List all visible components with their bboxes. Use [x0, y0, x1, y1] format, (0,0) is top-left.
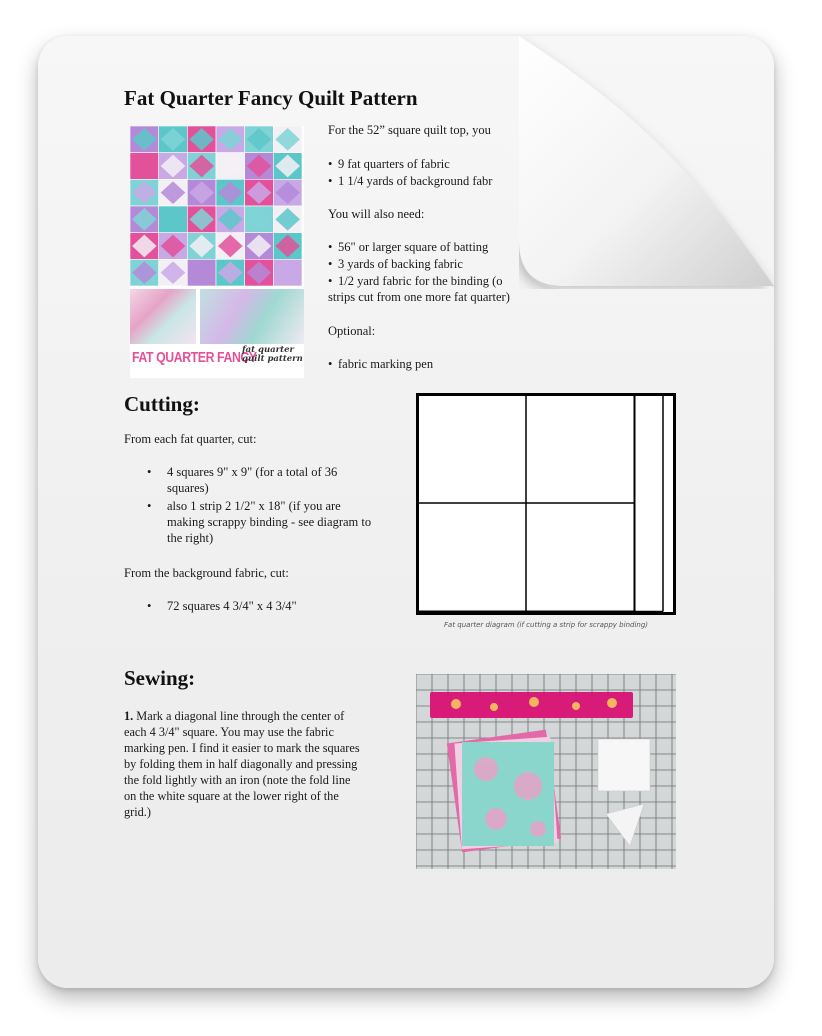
- list-item: • 4 squares 9" x 9" (for a total of 36 squares): [147, 465, 338, 495]
- list-item: • 1 1/4 yards of background fabr: [328, 174, 493, 188]
- list-item: • 56" or larger square of batting: [328, 240, 489, 254]
- section-heading-cutting: Cutting:: [124, 392, 200, 416]
- optional-label: Optional:: [328, 324, 376, 338]
- diagram-caption: Fat quarter diagram (if cutting a strip for scrappy binding): [444, 621, 648, 629]
- page-title: Fat Quarter Fancy Quilt Pattern: [124, 86, 418, 110]
- cover-subtitle: fat quarter quilt pattern: [242, 345, 303, 364]
- list-item: • also 1 strip 2 1/2" x 18" (if you are making scrappy binding - see diagram to the right): [147, 499, 372, 545]
- sewing-step-1: 1. Mark a diagonal line through the center of each 4 3/4" square. You may use the fabric marking pen. I find it easier to mark the squares by folding them in half diagonally and pressing the fold lightly with an iron (note the fold line on the white square at the lower right of the grid.): [124, 709, 360, 819]
- cover-brand-text: FAT QUARTER FANCY: [132, 349, 257, 366]
- quilt-detail-photo: [130, 289, 196, 344]
- fat-quarter-diagram: [416, 393, 676, 615]
- also-need-text: You will also need:: [328, 207, 425, 221]
- list-item: • fabric marking pen: [328, 357, 434, 371]
- list-item-continued: strips cut from one more fat quarter): [328, 290, 510, 304]
- pattern-cover-image: [130, 126, 304, 378]
- step-number: 1.: [124, 709, 134, 723]
- list-item: • 9 fat quarters of fabric: [328, 157, 450, 171]
- section-heading-sewing: Sewing:: [124, 666, 196, 690]
- list-item: • 3 yards of backing fabric: [328, 257, 463, 271]
- fabric-marking-photo: [416, 674, 676, 869]
- cutting-bg-intro: From the background fabric, cut:: [124, 566, 289, 580]
- quilt-image: [130, 126, 302, 286]
- intro-text: For the 52” square quilt top, you: [328, 123, 491, 137]
- quilt-detail-photo: [200, 289, 304, 344]
- list-item: • 72 squares 4 3/4" x 4 3/4": [147, 599, 297, 613]
- list-item: • 1/2 yard fabric for the binding (o: [328, 274, 503, 288]
- cutting-fq-intro: From each fat quarter, cut:: [124, 432, 257, 446]
- document-page: [38, 36, 774, 988]
